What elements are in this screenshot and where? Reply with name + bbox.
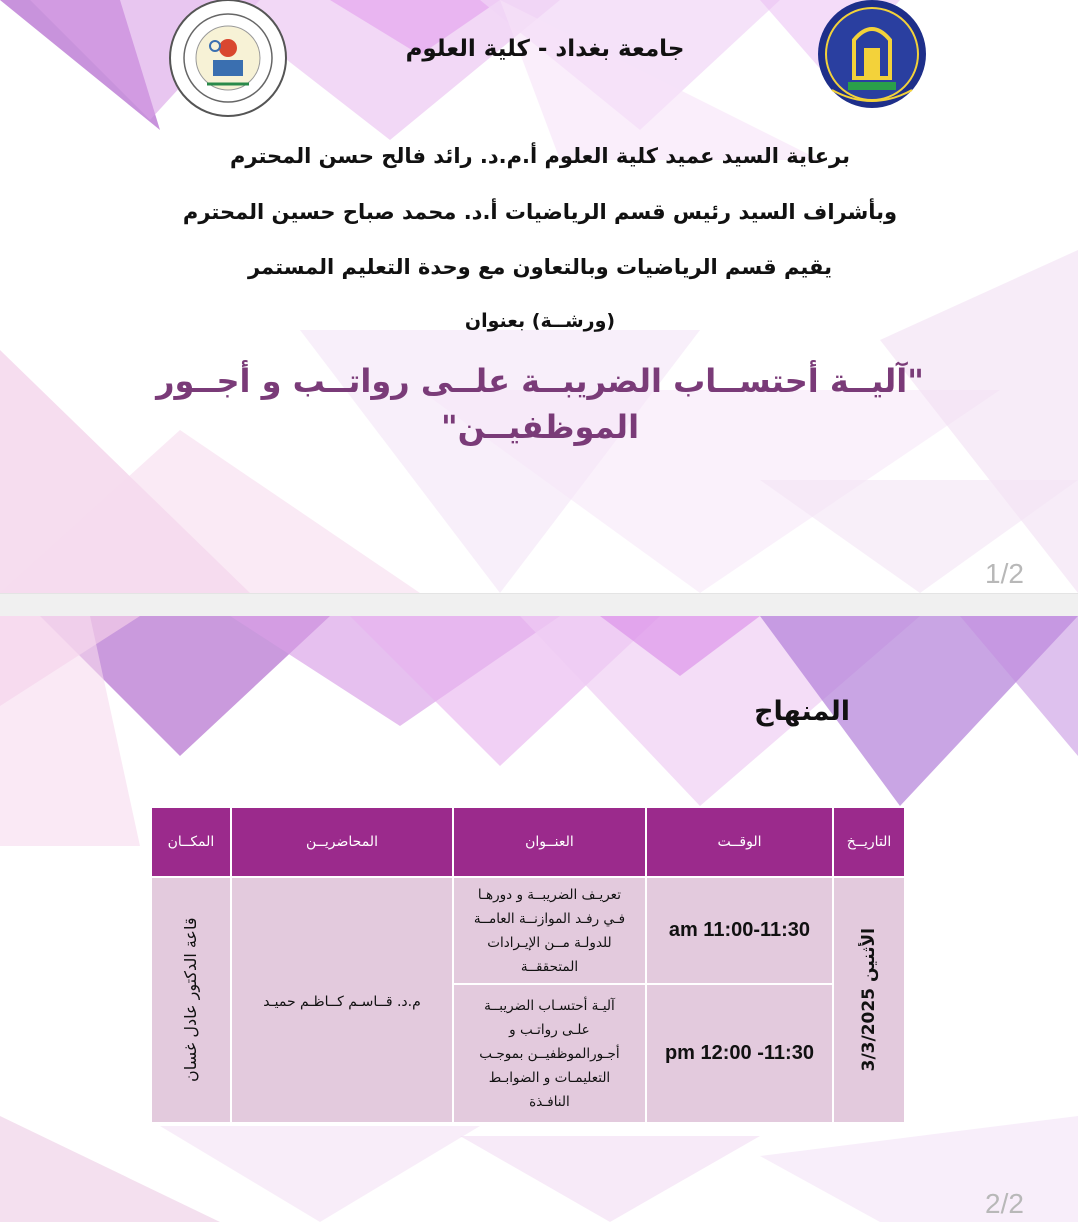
topic-2: آليـة أحتسـاب الضريبــة علـى رواتـب و أجـورالموظفيــن بموجـب التعليمـات و الضوابـط النافـذة <box>479 997 620 1110</box>
supervision-line: وبأشراف السيد رئيس قسم الرياضيات أ.د. محمد صباح حسين المحترم <box>182 200 898 224</box>
header-title: العنــوان <box>453 807 646 877</box>
topic-cell <box>453 877 646 984</box>
workshop-title-line1: "آليــة أحتســاب الضريبــة علــى رواتــب و أجــور <box>156 362 924 400</box>
place-text: قاعة الدكتور عادل غسان <box>181 917 201 1083</box>
patronage-line: برعاية السيد عميد كلية العلوم أ.م.د. رائد فالح حسن المحترم <box>229 144 851 168</box>
lecturer-name: م.د. قــاسـم كــاظـم حميـد <box>263 993 421 1010</box>
time-cell <box>646 984 833 1123</box>
table-header-row <box>151 807 905 877</box>
table-row <box>151 877 905 984</box>
header-lecturers: المحاضريــن <box>231 807 453 877</box>
page-separator <box>0 593 1078 617</box>
document-page-1 <box>0 0 1078 593</box>
place-cell <box>151 877 231 1123</box>
date-cell <box>833 877 905 1123</box>
time-cell <box>646 877 833 984</box>
lecturer-cell <box>231 877 453 1123</box>
schedule-table <box>150 806 906 1124</box>
college-of-science-logo <box>163 0 293 120</box>
header-date: التاريــخ <box>833 807 905 877</box>
topic-1: تعريـف الضريبــة و دورهـا فـي رفـد الموازنــة العامــة للدولـة مــن الإيـرادات المتحققــة <box>473 886 626 975</box>
topic-cell <box>453 984 646 1123</box>
page-number: 1/2 <box>985 558 1024 589</box>
document-page-2 <box>0 616 1078 1222</box>
organizer-line: يقيم قسم الرياضيات وبالتعاون مع وحدة التعليم المستمر <box>247 255 832 279</box>
university-of-baghdad-logo <box>812 0 932 108</box>
time-slot-1: 11:00-11:30 am <box>668 919 811 941</box>
date-text: الأثنين 3/3/2025 <box>859 928 880 1072</box>
workshop-title-line2: الموظفيــن" <box>440 408 640 446</box>
header-time: الوقــت <box>646 807 833 877</box>
time-slot-2: 11:30- 12:00 pm <box>664 1042 814 1064</box>
page-number: 2/2 <box>985 1188 1024 1219</box>
header-place: المكــان <box>151 807 231 877</box>
header-title: جامعة بغداد - كلية العلوم <box>405 36 685 62</box>
program-heading: المنهاج <box>754 696 850 727</box>
workshop-label: (ورشــة) بعنوان <box>464 310 616 332</box>
